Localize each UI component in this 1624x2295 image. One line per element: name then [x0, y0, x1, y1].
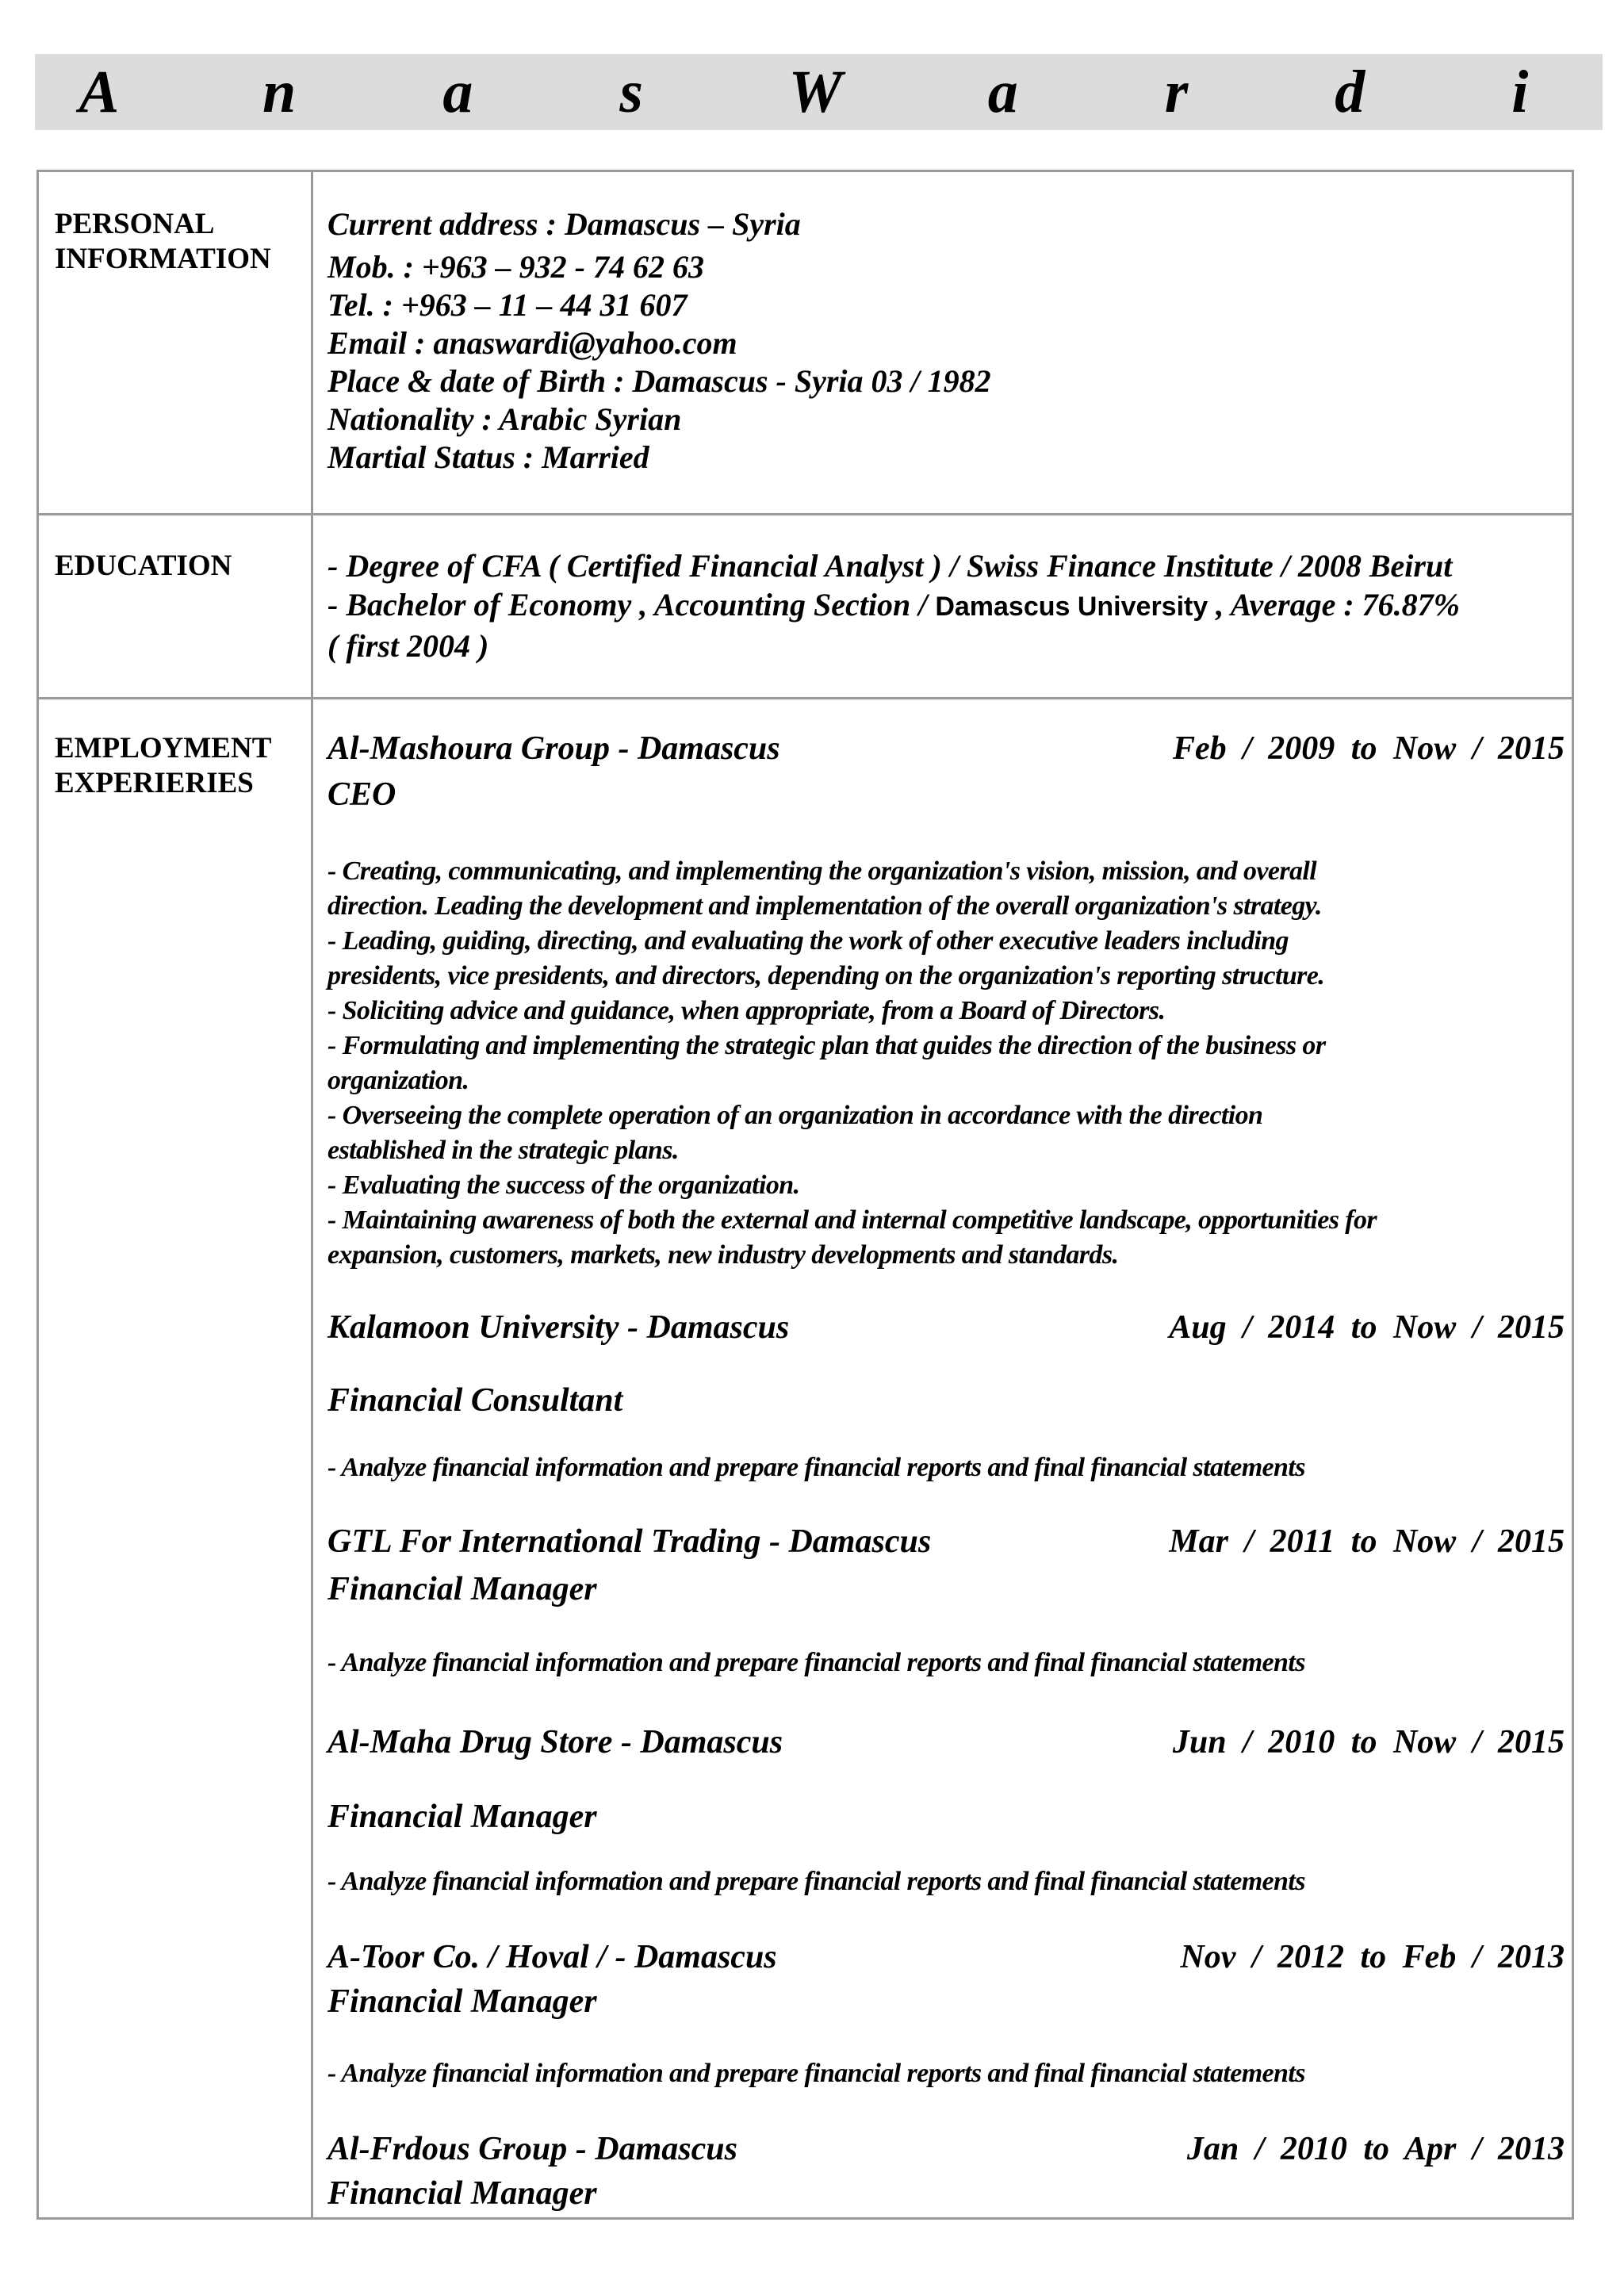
average-text: , Average : 76.87%	[1208, 587, 1460, 623]
duty-line: - Creating, communicating, and implementing the organization's vision, mission, and overall	[327, 856, 1317, 886]
job-entry	[327, 1308, 1565, 1347]
email-line: Email : anaswardi@yahoo.com	[327, 325, 737, 361]
job-dates: Aug / 2014 to Now / 2015	[1169, 1309, 1565, 1346]
duty-line: - Analyze financial information and prepare financial reports and final financial statements	[327, 1648, 1305, 1677]
telephone-line: Tel. : +963 – 11 – 44 31 607	[327, 287, 688, 323]
bachelor-text: - Bachelor of Economy , Accounting Section /	[327, 587, 936, 623]
job-header	[327, 1937, 1565, 1977]
job-entry	[327, 1522, 1565, 1609]
column-divider	[311, 172, 313, 2217]
duty-line: - Analyze financial information and prepare financial reports and final financial statements	[327, 2059, 1305, 2088]
birth-line: Place & date of Birth : Damascus - Syria 03 / 1982	[327, 363, 991, 399]
degree-bachelor	[327, 585, 1565, 626]
section-label-education: EDUCATION	[55, 550, 232, 582]
job-entry	[327, 1937, 1565, 2021]
duty-line: - Soliciting advice and guidance, when appropriate, from a Board of Directors.	[327, 996, 1166, 1025]
duty-line: - Formulating and implementing the strategic plan that guides the direction of the business or	[327, 1031, 1326, 1060]
mobile-line: Mob. : +963 – 932 - 74 62 63	[327, 249, 704, 285]
name-banner	[35, 54, 1603, 130]
degree-cfa: - Degree of CFA ( Certified Financial Analyst ) / Swiss Finance Institute / 2008 Beirut	[327, 548, 1453, 584]
duty-line: - Analyze financial information and prepare financial reports and final financial statements	[327, 1867, 1305, 1896]
education-info	[327, 546, 1565, 665]
duty-line: presidents, vice presidents, and directors, depending on the organization's reporting structure.	[327, 961, 1325, 990]
section-label-employment: EMPLOYMENT EXPERIERIES	[55, 732, 271, 799]
job-company: Al-Frdous Group - Damascus	[327, 2131, 737, 2167]
job-company: Al-Mashoura Group - Damascus	[327, 730, 780, 767]
job-duty	[327, 1450, 1565, 1485]
graduation-rank: ( first 2004 )	[327, 628, 489, 664]
job-company: Al-Maha Drug Store - Damascus	[327, 1724, 783, 1761]
job-title-text: Financial Consultant	[327, 1382, 623, 1419]
job-company: A-Toor Co. / Hoval / - Damascus	[327, 1939, 777, 1975]
duty-line: direction. Leading the development and implementation of the overall organization's strategy.	[327, 891, 1322, 921]
job-duty	[327, 1646, 1565, 1680]
candidate-name: A n a s W a r d i	[79, 59, 1559, 125]
job-duties	[327, 854, 1565, 1273]
duty-line: organization.	[327, 1066, 469, 1095]
job-header	[327, 729, 1565, 768]
duty-line: - Analyze financial information and prepare financial reports and final financial statements	[327, 1453, 1305, 1482]
job-header	[327, 1522, 1565, 1561]
row-divider-education	[39, 697, 1572, 699]
duty-line: established in the strategic plans.	[327, 1136, 679, 1165]
duty-line: - Evaluating the success of the organization.	[327, 1170, 800, 1200]
job-entry	[327, 2129, 1565, 2213]
job-company: Kalamoon University - Damascus	[327, 1309, 790, 1346]
job-entry	[327, 1722, 1565, 1762]
job-header	[327, 1722, 1565, 1762]
job-company: GTL For International Trading - Damascus	[327, 1523, 932, 1560]
job-title: CEO	[327, 776, 396, 813]
job-dates: Mar / 2011 to Now / 2015	[1169, 1523, 1565, 1560]
section-label-personal: PERSONAL INFORMATION	[55, 208, 271, 275]
cv-table	[36, 170, 1574, 2220]
job-title: Financial Manager	[327, 1983, 597, 2020]
job-header	[327, 2129, 1565, 2169]
row-divider-personal	[39, 513, 1572, 515]
address-line: Current address : Damascus – Syria	[327, 206, 801, 242]
job-title-text: Financial Manager	[327, 1799, 597, 1835]
job-title: Financial Manager	[327, 2175, 597, 2212]
duty-line: expansion, customers, markets, new industry developments and standards.	[327, 1240, 1119, 1270]
university-name: Damascus University	[935, 592, 1208, 622]
job-entry	[327, 729, 1565, 814]
marital-status-line: Martial Status : Married	[327, 439, 649, 475]
job-duty	[327, 1864, 1565, 1899]
job-duty	[327, 2056, 1565, 2091]
job-title: Financial Manager	[327, 1571, 597, 1607]
job-title	[327, 1797, 1565, 1837]
nationality-line: Nationality : Arabic Syrian	[327, 401, 682, 437]
job-dates: Jan / 2010 to Apr / 2013	[1186, 2131, 1565, 2167]
job-dates: Jun / 2010 to Now / 2015	[1172, 1724, 1565, 1761]
duty-line: - Maintaining awareness of both the external and internal competitive landscape, opportunities for	[327, 1205, 1377, 1235]
duty-line: - Overseeing the complete operation of an organization in accordance with the direction	[327, 1101, 1263, 1130]
job-dates: Nov / 2012 to Feb / 2013	[1180, 1939, 1565, 1975]
job-header	[327, 1308, 1565, 1347]
job-dates: Feb / 2009 to Now / 2015	[1172, 730, 1565, 767]
job-title	[327, 1381, 1565, 1420]
personal-info	[327, 205, 1565, 477]
duty-line: - Leading, guiding, directing, and evaluating the work of other executive leaders including	[327, 926, 1289, 956]
